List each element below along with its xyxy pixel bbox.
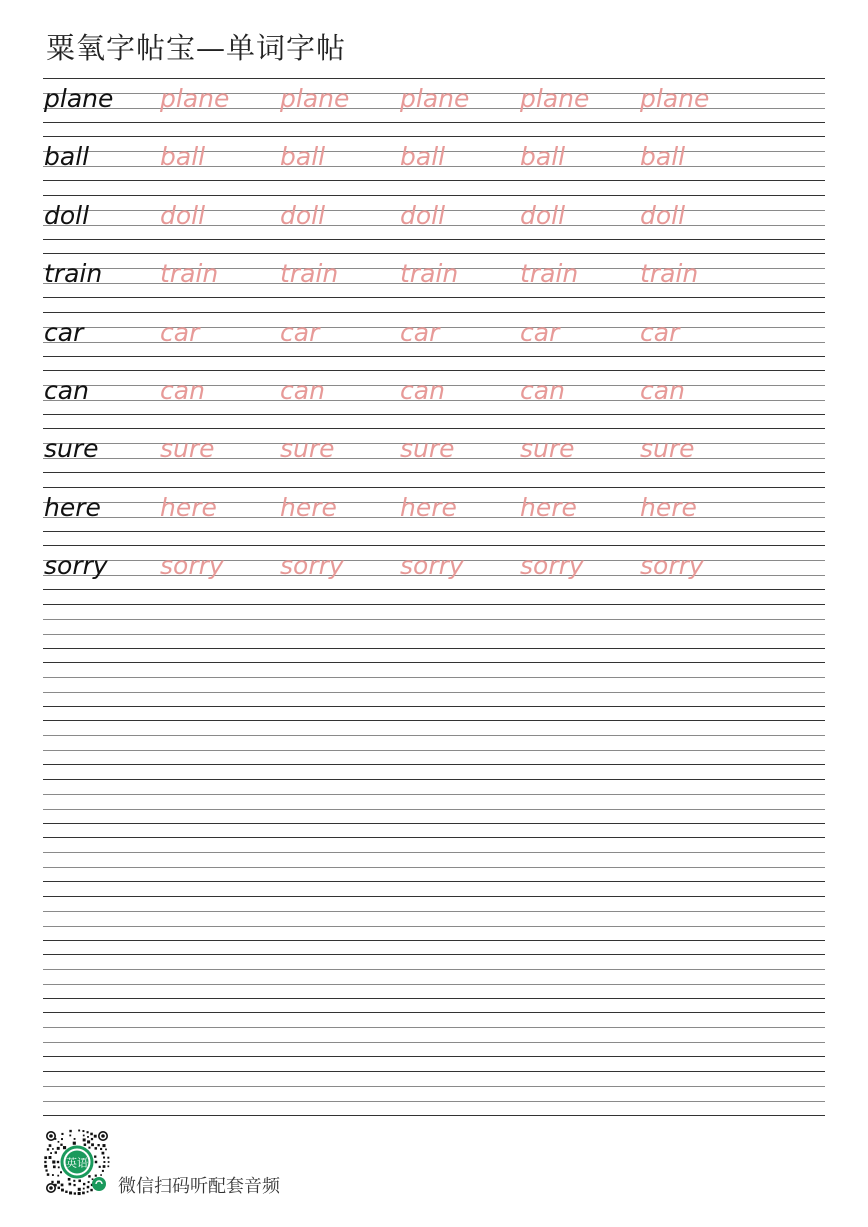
model-word: sorry <box>44 551 108 580</box>
page-title: 粟氧字帖宝—单词字帖 <box>46 31 347 65</box>
row-guide <box>43 984 825 985</box>
row-rule <box>43 1071 825 1072</box>
row-rule <box>43 195 825 196</box>
row-rule <box>43 604 825 605</box>
row-rule <box>43 414 825 415</box>
row-rule <box>43 589 825 590</box>
trace-word: train <box>280 259 339 288</box>
trace-word: here <box>280 493 337 522</box>
row-rule <box>43 823 825 824</box>
trace-word: plane <box>160 84 230 113</box>
audio-caption: 微信扫码听配套音频 <box>118 1176 280 1197</box>
row-rule <box>43 720 825 721</box>
trace-word: doll <box>280 201 326 230</box>
trace-word: car <box>160 318 200 347</box>
model-word: car <box>44 318 84 347</box>
trace-word: sure <box>520 434 575 463</box>
row-guide <box>43 926 825 927</box>
trace-word: ball <box>640 142 686 171</box>
trace-word: ball <box>160 142 206 171</box>
row-rule <box>43 239 825 240</box>
trace-word: sure <box>640 434 695 463</box>
row-guide <box>43 677 825 678</box>
trace-word: sorry <box>400 551 464 580</box>
row-rule <box>43 545 825 546</box>
row-guide <box>43 1086 825 1087</box>
trace-word: train <box>520 259 579 288</box>
row-guide <box>43 750 825 751</box>
row-rule <box>43 764 825 765</box>
row-guide <box>43 1101 825 1102</box>
trace-word: doll <box>520 201 566 230</box>
trace-word: ball <box>280 142 326 171</box>
row-rule <box>43 1056 825 1057</box>
trace-word: sure <box>400 434 455 463</box>
row-guide <box>43 852 825 853</box>
row-rule <box>43 136 825 137</box>
row-rule <box>43 297 825 298</box>
trace-word: car <box>520 318 560 347</box>
trace-word: sorry <box>640 551 704 580</box>
row-rule <box>43 1115 825 1116</box>
trace-word: sure <box>160 434 215 463</box>
row-rule <box>43 122 825 123</box>
row-rule <box>43 896 825 897</box>
audio-footer <box>42 1128 442 1200</box>
trace-word: sure <box>280 434 335 463</box>
row-guide <box>43 1027 825 1028</box>
model-word: here <box>44 493 101 522</box>
row-rule <box>43 356 825 357</box>
row-rule <box>43 662 825 663</box>
row-rule <box>43 837 825 838</box>
model-word: can <box>44 376 89 405</box>
row-rule <box>43 180 825 181</box>
row-rule <box>43 954 825 955</box>
trace-word: plane <box>400 84 470 113</box>
row-guide <box>43 619 825 620</box>
trace-word: can <box>160 376 205 405</box>
trace-word: train <box>160 259 219 288</box>
trace-word: car <box>640 318 680 347</box>
row-rule <box>43 1012 825 1013</box>
trace-word: plane <box>280 84 350 113</box>
row-rule <box>43 881 825 882</box>
trace-word: train <box>400 259 459 288</box>
row-rule <box>43 312 825 313</box>
trace-word: can <box>280 376 325 405</box>
trace-word: here <box>160 493 217 522</box>
trace-word: can <box>400 376 445 405</box>
trace-word: plane <box>520 84 590 113</box>
row-guide <box>43 809 825 810</box>
row-guide <box>43 794 825 795</box>
trace-word: ball <box>400 142 446 171</box>
trace-word: doll <box>400 201 446 230</box>
trace-word: plane <box>640 84 710 113</box>
model-word: sure <box>44 434 99 463</box>
model-word: plane <box>44 84 114 113</box>
row-rule <box>43 531 825 532</box>
row-guide <box>43 969 825 970</box>
trace-word: can <box>640 376 685 405</box>
trace-word: car <box>280 318 320 347</box>
row-rule <box>43 253 825 254</box>
row-rule <box>43 706 825 707</box>
trace-word: sorry <box>520 551 584 580</box>
trace-word: here <box>400 493 457 522</box>
trace-word: doll <box>640 201 686 230</box>
row-rule <box>43 940 825 941</box>
trace-word: here <box>520 493 577 522</box>
model-word: train <box>44 259 103 288</box>
row-guide <box>43 634 825 635</box>
trace-word: can <box>520 376 565 405</box>
mini-program-qr-icon[interactable] <box>42 1128 112 1198</box>
row-rule <box>43 472 825 473</box>
row-rule <box>43 428 825 429</box>
row-guide <box>43 692 825 693</box>
row-guide <box>43 867 825 868</box>
trace-word: sorry <box>280 551 344 580</box>
trace-word: train <box>640 259 699 288</box>
trace-word: ball <box>520 142 566 171</box>
row-guide <box>43 1042 825 1043</box>
trace-word: here <box>640 493 697 522</box>
model-word: doll <box>44 201 90 230</box>
row-rule <box>43 648 825 649</box>
row-guide <box>43 735 825 736</box>
trace-word: car <box>400 318 440 347</box>
row-rule <box>43 998 825 999</box>
trace-word: sorry <box>160 551 224 580</box>
row-rule <box>43 78 825 79</box>
row-rule <box>43 487 825 488</box>
trace-word: doll <box>160 201 206 230</box>
row-rule <box>43 370 825 371</box>
model-word: ball <box>44 142 90 171</box>
row-rule <box>43 779 825 780</box>
qr-badge-text: 英语 <box>66 1156 88 1170</box>
row-guide <box>43 911 825 912</box>
